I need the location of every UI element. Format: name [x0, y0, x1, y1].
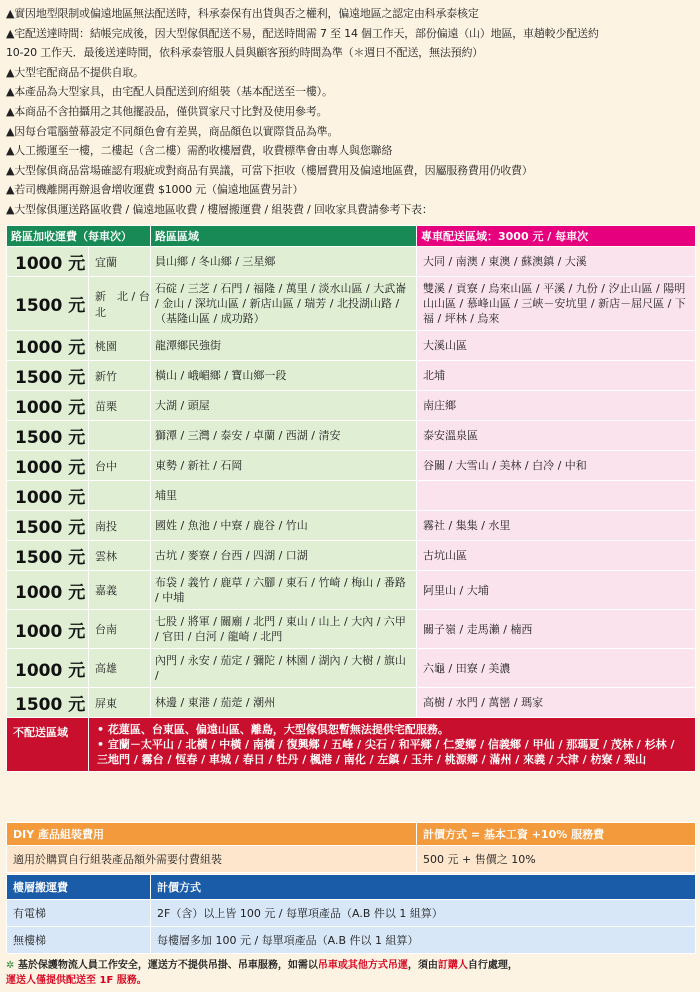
county-cell	[89, 421, 151, 451]
county-cell: 雲林	[89, 541, 151, 571]
county-cell: 宜蘭	[89, 247, 151, 277]
dedicated-cell: 六龜 / 田寮 / 美濃	[417, 649, 696, 688]
footer-text: 自行處理，	[467, 960, 518, 971]
areas-cell: 東勢 / 新社 / 石岡	[151, 451, 417, 481]
dedicated-cell	[417, 481, 696, 511]
floor-header-right: 計價方式	[151, 875, 696, 900]
dedicated-cell: 北埔	[417, 361, 696, 391]
price-cell: 1500 元	[7, 421, 89, 451]
county-cell: 苗栗	[89, 391, 151, 421]
footer-line-1	[6, 958, 696, 973]
note-line: ▲若司機離開再辦退會增收運費 $1000 元（偏遠地區費另計）	[6, 183, 304, 197]
county-cell: 屏東	[89, 688, 151, 718]
footer-text-red: 訂購人	[437, 960, 468, 971]
county-cell: 南投	[89, 511, 151, 541]
county-cell: 新 北 / 台北	[89, 277, 151, 331]
floor-fee-table	[6, 874, 696, 954]
areas-cell: 林邊 / 東港 / 茄萣 / 潮州	[151, 688, 417, 718]
notes-list	[6, 4, 696, 220]
no-delivery-line: • 花蓮區、台東區、偏遠山區、離島，大型傢俱恕暫無法提供宅配服務。	[97, 723, 449, 736]
dedicated-cell: 大溪山區	[417, 331, 696, 361]
county-cell: 桃園	[89, 331, 151, 361]
floor-row-label: 無樓梯	[7, 927, 151, 954]
diy-fee-table	[6, 822, 696, 873]
price-cell: 1000 元	[7, 649, 89, 688]
footer-line-2: 運送人僅提供配送至 1F 服務。	[6, 975, 147, 986]
price-cell: 1000 元	[7, 247, 89, 277]
diy-header-left: DIY 產品組裝費用	[7, 823, 417, 846]
footer-text: 基於保護物流人員工作安全，運送方不提供吊掛、吊車服務，如需以	[17, 960, 318, 971]
note-line: 10-20 工作天．最後送達時間，依科承泰管服人員與顧客預約時間為準（＊週日不配送，無法預約）	[6, 46, 484, 60]
floor-row-value: 每樓層多加 100 元 / 每單項產品（A.B 件以 1 組算）	[151, 927, 696, 954]
floor-row-value: 2F（含）以上皆 100 元 / 每單項產品（A.B 件以 1 組算）	[151, 900, 696, 927]
dedicated-cell: 關子嶺 / 走馬瀨 / 楠西	[417, 610, 696, 649]
dedicated-cell: 霧社 / 集集 / 水里	[417, 511, 696, 541]
price-cell: 1000 元	[7, 391, 89, 421]
shipping-row	[7, 571, 696, 610]
shipping-row	[7, 481, 696, 511]
footer-note	[6, 958, 696, 988]
note-line: ▲大型宅配商品不提供自取。	[6, 65, 144, 79]
areas-cell: 員山鄉 / 冬山鄉 / 三星鄉	[151, 247, 417, 277]
areas-cell: 大湖 / 頭屋	[151, 391, 417, 421]
areas-cell: 橫山 / 峨嵋鄉 / 寶山鄉一段	[151, 361, 417, 391]
no-delivery-text	[89, 718, 696, 772]
note-line: ▲因每台電腦螢幕設定不同顏色會有差異，商品顏色以實際貨品為準。	[6, 124, 339, 138]
price-cell: 1000 元	[7, 481, 89, 511]
diy-row-left: 適用於購買自行組裝產品額外需要付費組裝	[7, 846, 417, 873]
floor-row-label: 有電梯	[7, 900, 151, 927]
dedicated-cell: 高樹 / 水門 / 萬巒 / 瑪家	[417, 688, 696, 718]
dedicated-cell: 古坑山區	[417, 541, 696, 571]
county-cell: 高雄	[89, 649, 151, 688]
shipping-row	[7, 361, 696, 391]
note-line: ▲大型傢俱商品當場確認有瑕疵或對商品有異議，可當下拒收（樓層費用及偏遠地區費，因屬服務費用仍收費）	[6, 163, 533, 177]
price-cell: 1000 元	[7, 451, 89, 481]
price-cell: 1000 元	[7, 571, 89, 610]
floor-header-left: 樓層搬運費	[7, 875, 151, 900]
shipping-row	[7, 421, 696, 451]
shipping-row	[7, 688, 696, 718]
dedicated-cell: 阿里山 / 大埔	[417, 571, 696, 610]
dedicated-cell: 泰安溫泉區	[417, 421, 696, 451]
areas-cell: 埔里	[151, 481, 417, 511]
price-cell: 1000 元	[7, 610, 89, 649]
shipping-row	[7, 649, 696, 688]
dedicated-cell: 雙溪 / 貢寮 / 烏來山區 / 平溪 / 九份 / 汐止山區 / 陽明山山區 / 慕峰山區 / 三峽－安坑里 / 新店－屈尺區 / 下福 / 坪林 / 烏來	[417, 277, 696, 331]
shipping-row	[7, 511, 696, 541]
shipping-fee-table	[6, 225, 696, 772]
header-fee: 路區加收運費（每車次）	[7, 226, 151, 247]
shipping-row	[7, 247, 696, 277]
price-cell: 1500 元	[7, 277, 89, 331]
price-cell: 1500 元	[7, 361, 89, 391]
footer-text: ，須由	[407, 960, 438, 971]
note-line: ▲宅配送達時間：結帳完成後，因大型傢俱配送不易，配送時間需 7 至 14 個工作天，部份偏遠（山）地區，車趟較少配送約	[6, 26, 599, 40]
areas-cell: 石碇 / 三芝 / 石門 / 福隆 / 萬里 / 淡水山區 / 大武崙 / 金山 / 深坑山區 / 新店山區 / 瑞芳 / 北投湖山路 /（基隆山區 / 成功路）	[151, 277, 417, 331]
county-cell: 台南	[89, 610, 151, 649]
county-cell: 台中	[89, 451, 151, 481]
price-cell: 1500 元	[7, 511, 89, 541]
areas-cell: 龍潭鄉民強街	[151, 331, 417, 361]
note-line: ▲大型傢俱運送路區收費 / 偏遠地區收費 / 樓層搬運費 / 組裝費 / 回收家具費請參考下表：	[6, 202, 433, 216]
price-cell: 1000 元	[7, 331, 89, 361]
shipping-row	[7, 451, 696, 481]
note-line: ▲實因地型限制或偏遠地區無法配送時，科承泰保有出貨與否之權利，偏遠地區之認定由科承泰核定	[6, 7, 479, 20]
price-cell: 1500 元	[7, 688, 89, 718]
header-dedicated: 專車配送區域：3000 元 / 每車次	[417, 226, 696, 247]
shipping-row	[7, 277, 696, 331]
star-icon: ✲	[6, 960, 15, 971]
no-delivery-label: 不配送區域	[7, 718, 89, 772]
areas-cell: 布袋 / 義竹 / 鹿草 / 六腳 / 東石 / 竹崎 / 梅山 / 番路 / 中埔	[151, 571, 417, 610]
areas-cell: 內門 / 永安 / 茄定 / 彌陀 / 林園 / 湖內 / 大樹 / 旗山 /	[151, 649, 417, 688]
no-delivery-line: • 宜蘭－太平山 / 北橫 / 中橫 / 南橫 / 復興鄉 / 五峰 / 尖石 / 和平鄉 / 仁愛鄉 / 信義鄉 / 甲仙 / 那瑪夏 / 茂林 / 杉林 / 三地門 / 霧台 / 恆春 / 車城 / 春日 / 牡丹 / 楓港 / 南化 / 左鎮 / 玉井 / 桃源鄉 / 滿州 / 來義 / 大津 / 枋寮 / 梨山	[97, 738, 675, 766]
shipping-row	[7, 331, 696, 361]
price-cell: 1500 元	[7, 541, 89, 571]
note-line: ▲本商品不含拍攝用之其他擺設品，僅供買家尺寸比對及使用參考。	[6, 104, 328, 118]
footer-text-red: 吊車或其他方式吊運	[317, 960, 408, 971]
dedicated-cell: 谷關 / 大雪山 / 美林 / 白冷 / 中和	[417, 451, 696, 481]
county-cell	[89, 481, 151, 511]
diy-header-right: 計價方式 = 基本工資 +10% 服務費	[417, 823, 696, 846]
county-cell: 嘉義	[89, 571, 151, 610]
areas-cell: 國姓 / 魚池 / 中寮 / 鹿谷 / 竹山	[151, 511, 417, 541]
dedicated-cell: 大同 / 南澳 / 東澳 / 蘇澳鎮 / 大溪	[417, 247, 696, 277]
shipping-row	[7, 391, 696, 421]
diy-row-right: 500 元 + 售價之 10%	[417, 846, 696, 873]
areas-cell: 古坑 / 麥寮 / 台西 / 四湖 / 口湖	[151, 541, 417, 571]
header-region: 路區區域	[151, 226, 417, 247]
dedicated-cell: 南庄鄉	[417, 391, 696, 421]
shipping-row	[7, 610, 696, 649]
county-cell: 新竹	[89, 361, 151, 391]
areas-cell: 獅潭 / 三灣 / 泰安 / 卓蘭 / 西湖 / 清安	[151, 421, 417, 451]
shipping-row	[7, 541, 696, 571]
areas-cell: 七股 / 將軍 / 關廟 / 北門 / 東山 / 山上 / 大內 / 六甲 / 官田 / 白河 / 龍崎 / 北門	[151, 610, 417, 649]
note-line: ▲人工搬運至一樓，二樓起（含二樓）需酌收樓層費，收費標準會由專人與您聯絡	[6, 144, 393, 158]
note-line: ▲本產品為大型家具，由宅配人員配送到府組裝（基本配送至一樓）。	[6, 85, 333, 99]
